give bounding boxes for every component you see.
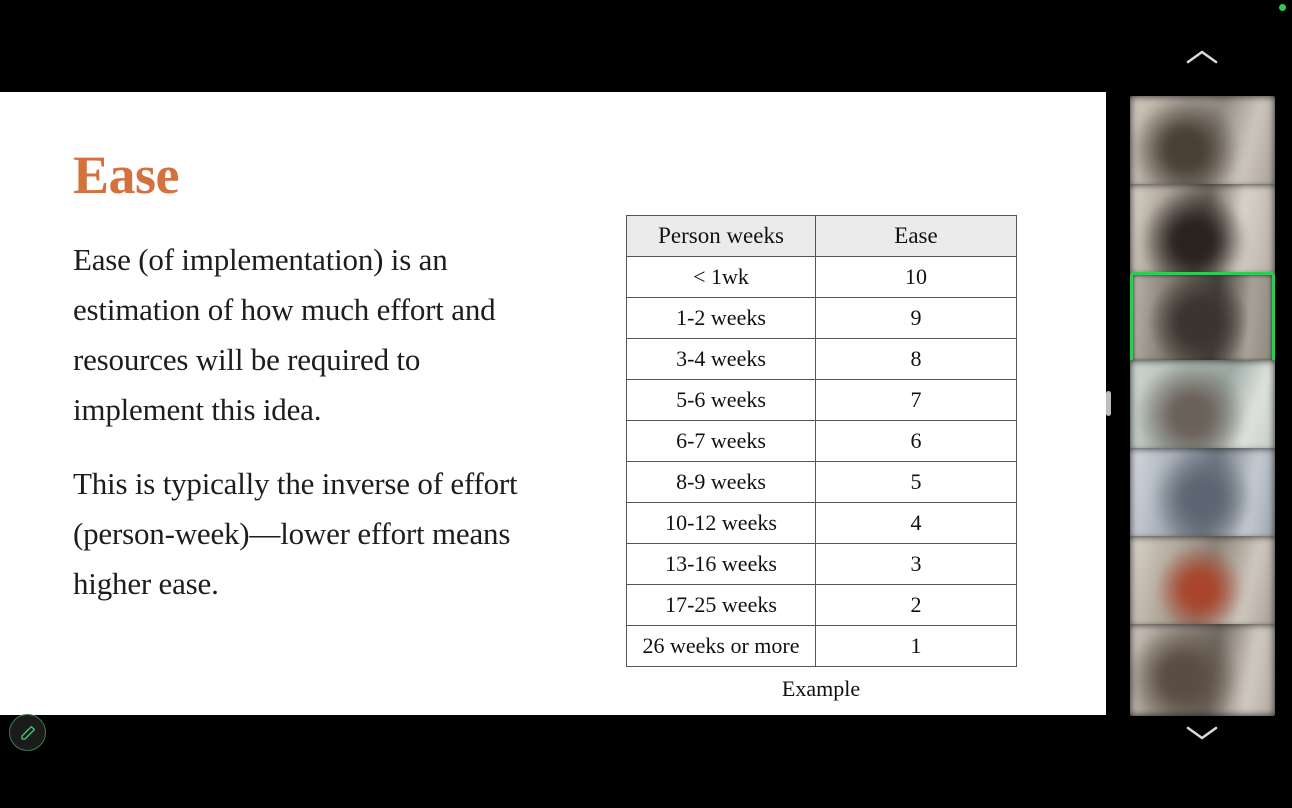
table-row xyxy=(627,585,1017,626)
stage-scroll-handle[interactable] xyxy=(1106,391,1111,416)
cell-ease: 5 xyxy=(816,462,1017,503)
participant-video-2 xyxy=(1130,184,1275,276)
cell-person-weeks: 6-7 weeks xyxy=(627,421,816,462)
participant-video-3 xyxy=(1133,275,1272,361)
chevron-up-icon xyxy=(1185,48,1219,66)
participant-tile-3-active-speaker[interactable] xyxy=(1130,272,1275,364)
table-row xyxy=(627,626,1017,667)
participant-tile-1[interactable] xyxy=(1130,96,1275,188)
table-row xyxy=(627,421,1017,462)
cell-person-weeks: 3-4 weeks xyxy=(627,339,816,380)
table-row xyxy=(627,544,1017,585)
ease-table xyxy=(626,215,1017,667)
table-row xyxy=(627,462,1017,503)
participant-video-5 xyxy=(1130,448,1275,540)
cell-ease: 8 xyxy=(816,339,1017,380)
ease-table-wrapper xyxy=(626,215,1016,702)
filmstrip-scroll-down-button[interactable] xyxy=(1181,720,1223,746)
chevron-down-icon xyxy=(1185,724,1219,742)
participant-tile-6[interactable] xyxy=(1130,536,1275,628)
participant-video-4 xyxy=(1130,360,1275,452)
cell-person-weeks: 10-12 weeks xyxy=(627,503,816,544)
annotate-button[interactable] xyxy=(9,714,46,751)
cell-person-weeks: 17-25 weeks xyxy=(627,585,816,626)
table-row xyxy=(627,339,1017,380)
slide-paragraph-2: This is typically the inverse of effort (person-week)—lower effort means higher ease. xyxy=(73,466,518,601)
slide-paragraph-1: Ease (of implementation) is an estimation of how much effort and resources will be required to implement this idea. xyxy=(73,242,496,427)
participant-tile-2[interactable] xyxy=(1130,184,1275,276)
recording-indicator-dot xyxy=(1279,4,1286,11)
cell-ease: 10 xyxy=(816,257,1017,298)
table-row xyxy=(627,380,1017,421)
participant-video-1 xyxy=(1130,96,1275,188)
slide-title: Ease xyxy=(73,145,179,205)
table-header-person-weeks: Person weeks xyxy=(627,216,816,257)
table-row xyxy=(627,503,1017,544)
table-caption: Example xyxy=(781,676,861,701)
cell-person-weeks: 8-9 weeks xyxy=(627,462,816,503)
table-row xyxy=(627,257,1017,298)
filmstrip-scroll-up-button[interactable] xyxy=(1181,44,1223,70)
table-row xyxy=(627,298,1017,339)
participant-tile-4[interactable] xyxy=(1130,360,1275,452)
cell-ease: 6 xyxy=(816,421,1017,462)
participant-tile-7[interactable] xyxy=(1130,624,1275,716)
cell-ease: 3 xyxy=(816,544,1017,585)
cell-ease: 1 xyxy=(816,626,1017,667)
cell-ease: 9 xyxy=(816,298,1017,339)
pen-icon xyxy=(19,724,37,742)
shared-slide-stage[interactable] xyxy=(0,92,1106,715)
table-header-row xyxy=(627,216,1017,257)
cell-person-weeks: < 1wk xyxy=(627,257,816,298)
table-header-ease: Ease xyxy=(816,216,1017,257)
participant-video-7 xyxy=(1130,624,1275,716)
cell-ease: 7 xyxy=(816,380,1017,421)
cell-person-weeks: 5-6 weeks xyxy=(627,380,816,421)
cell-person-weeks: 1-2 weeks xyxy=(627,298,816,339)
participant-video-6 xyxy=(1130,536,1275,628)
cell-ease: 2 xyxy=(816,585,1017,626)
cell-ease: 4 xyxy=(816,503,1017,544)
cell-person-weeks: 13-16 weeks xyxy=(627,544,816,585)
participant-filmstrip[interactable] xyxy=(1130,96,1275,698)
cell-person-weeks: 26 weeks or more xyxy=(627,626,816,667)
participant-tile-5[interactable] xyxy=(1130,448,1275,540)
slide-body-text xyxy=(73,235,543,633)
slide-content xyxy=(0,92,1106,715)
